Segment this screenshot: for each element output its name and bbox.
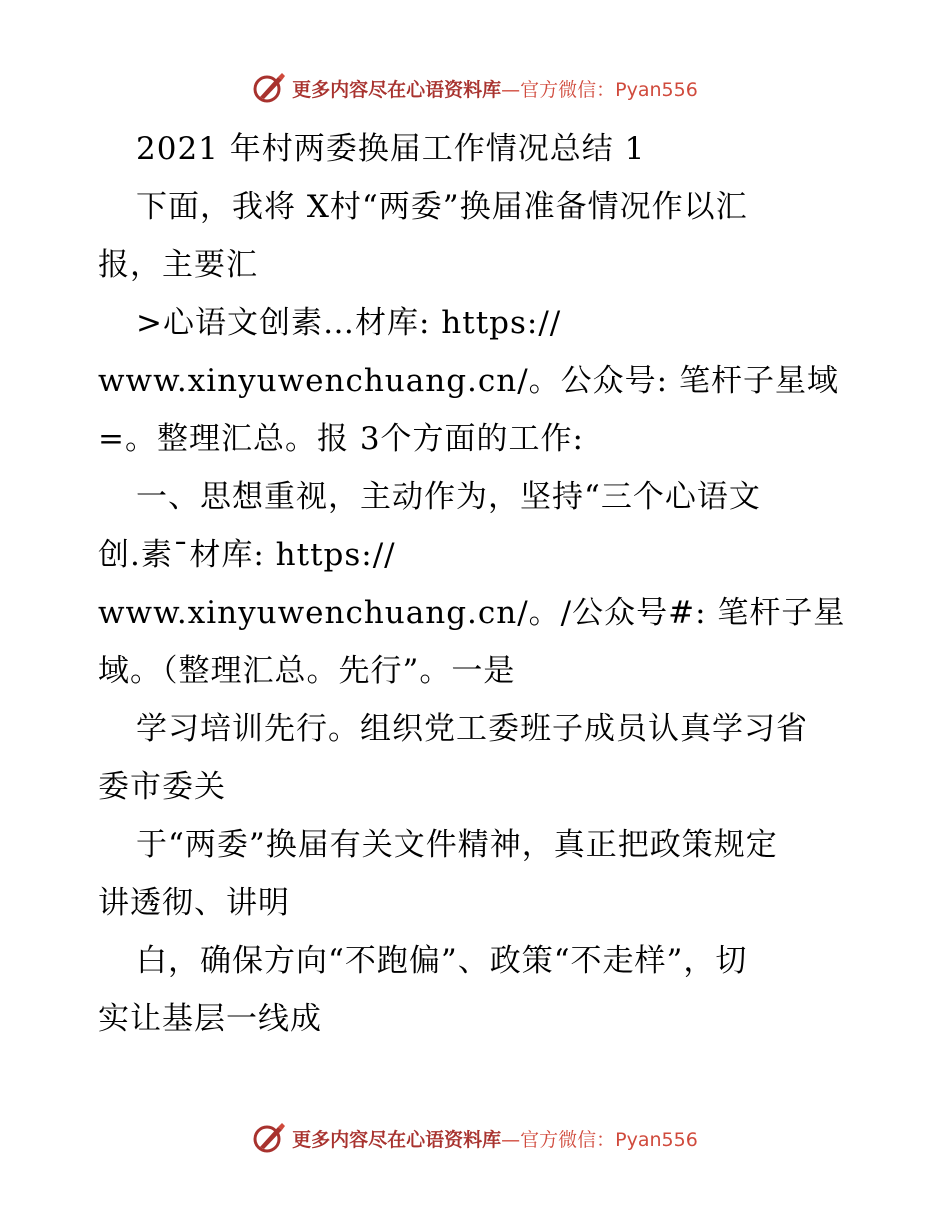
banner-text-sub: —官方微信：Pyan556 — [501, 1128, 698, 1151]
banner-text-main: 更多内容尽在心语资料库 — [292, 1128, 502, 1151]
document-title: 2021 年村两委换届工作情况总结 1 — [136, 131, 646, 167]
footer-watermark-banner — [0, 1118, 950, 1158]
paragraph-line: 讲透彻、讲明 — [98, 885, 290, 921]
document-body — [98, 120, 878, 1048]
header-watermark-banner — [0, 68, 950, 108]
paragraph-line: 实让基层一线成 — [98, 1001, 322, 1037]
paragraph-line: www.xinyuwenchuang.cn/。/公众号#: 笔杆子星 — [98, 595, 846, 631]
paragraph-line: 一、思想重视，主动作为，坚持“三个心语文 — [136, 479, 761, 515]
paragraph-line: 学习培训先行。组织党工委班子成员认真学习省 — [136, 711, 808, 747]
pen-logo-icon — [252, 71, 286, 105]
paragraph-line: 下面，我将 X村“两委”换届准备情况作以汇 — [136, 189, 748, 225]
paragraph-line: 于“两委”换届有关文件精神，真正把政策规定 — [136, 827, 778, 863]
pen-logo-icon — [252, 1121, 286, 1155]
paragraph-line: 域。（整理汇总。先行”。一是 — [98, 653, 516, 689]
banner-text-main: 更多内容尽在心语资料库 — [292, 78, 502, 101]
paragraph-line: >心语文创素…材库: https:// — [136, 305, 562, 341]
banner-text-sub: —官方微信：Pyan556 — [501, 78, 698, 101]
paragraph-line: 创.素¯材库: https:// — [98, 537, 396, 573]
paragraph-line: 白，确保方向“不跑偏”、政策“不走样”，切 — [136, 943, 748, 979]
paragraph-line: 委市委关 — [98, 769, 226, 805]
paragraph-line: 报，主要汇 — [98, 247, 258, 283]
paragraph-line: =。整理汇总。报 3个方面的工作: — [98, 421, 584, 457]
paragraph-line: www.xinyuwenchuang.cn/。公众号: 笔杆子星域 — [98, 363, 839, 399]
